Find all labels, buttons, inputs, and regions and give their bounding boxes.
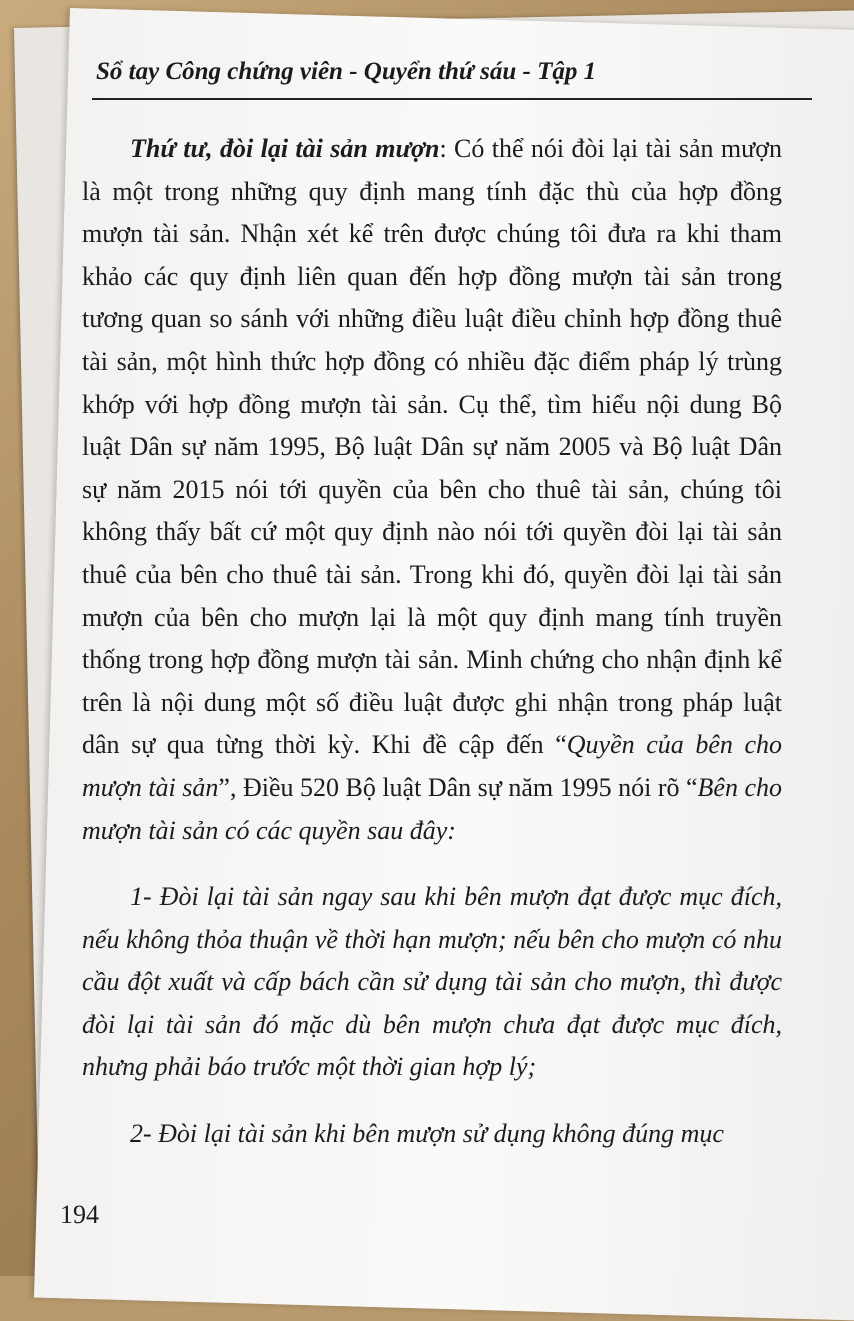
- quoted-clause: Bên cho mượn tài sản có các quyền sau đây:: [82, 772, 782, 845]
- page-number: 194: [60, 1200, 99, 1229]
- running-header: Sổ tay Công chứng viên - Quyển thứ sáu - Tập 1: [96, 58, 597, 85]
- list-item-2: 2- Đòi lại tài sản khi bên mượn sử dụng không đúng mục: [130, 1119, 724, 1149]
- paragraph-text: : Có thể nói đòi lại tài sản mượn là một trong những quy định mang tính đặc thù của hợp đồng mượn tài sản. Nhận xét kể trên được chúng tôi đưa ra khi tham khảo các quy định liên quan đến hợp đồng mượn tài sản trong tương quan so sánh với những điều luật điều chỉnh hợp đồng thuê tài sản, một hình thức hợp đồng có nhiều đặc điểm pháp lý trùng khớp với hợp đồng mượn tài sản. Cụ thể, tìm hiểu nội dung Bộ luật Dân sự năm 1995, Bộ luật Dân sự năm 2005 và Bộ luật Dân sự năm 2015 nói tới quyền của bên cho thuê tài sản, chúng tôi không thấy bất cứ một quy định nào nói tới quyền đòi lại tài sản thuê của bên cho thuê tài sản. Trong khi đó, quyền đòi lại tài sản mượn của bên cho mượn lại là một quy định mang tính truyền thống trong hợp đồng mượn tài sản. Minh chứng cho nhận định kể trên là nội dung một số điều luật được ghi nhận trong pháp luật dân sự qua từng thời kỳ. Khi đề cập đến “: [82, 134, 782, 760]
- list-item-1: 1- Đòi lại tài sản ngay sau khi bên mượn đạt được mục đích, nếu không thỏa thuận về thời hạn mượn; nếu bên cho mượn có nhu cầu đột xuất và cấp bách cần sử dụng tài sản cho mượn, thì được đòi lại tài sản đó mặc dù bên mượn chưa đạt được mục đích, nhưng phải báo trước một thời gian hợp lý;: [82, 882, 782, 1082]
- quoted-heading: Quyền của bên cho mượn tài sản: [82, 730, 782, 802]
- header-rule: [92, 98, 812, 100]
- paragraph-lead: Thứ tư, đòi lại tài sản mượn: [130, 134, 440, 163]
- page-body: [82, 128, 782, 1156]
- paragraph-1: [82, 128, 782, 852]
- paragraph-text-2: ”, Điều 520 Bộ luật Dân sự năm 1995 nói rõ “: [218, 772, 698, 802]
